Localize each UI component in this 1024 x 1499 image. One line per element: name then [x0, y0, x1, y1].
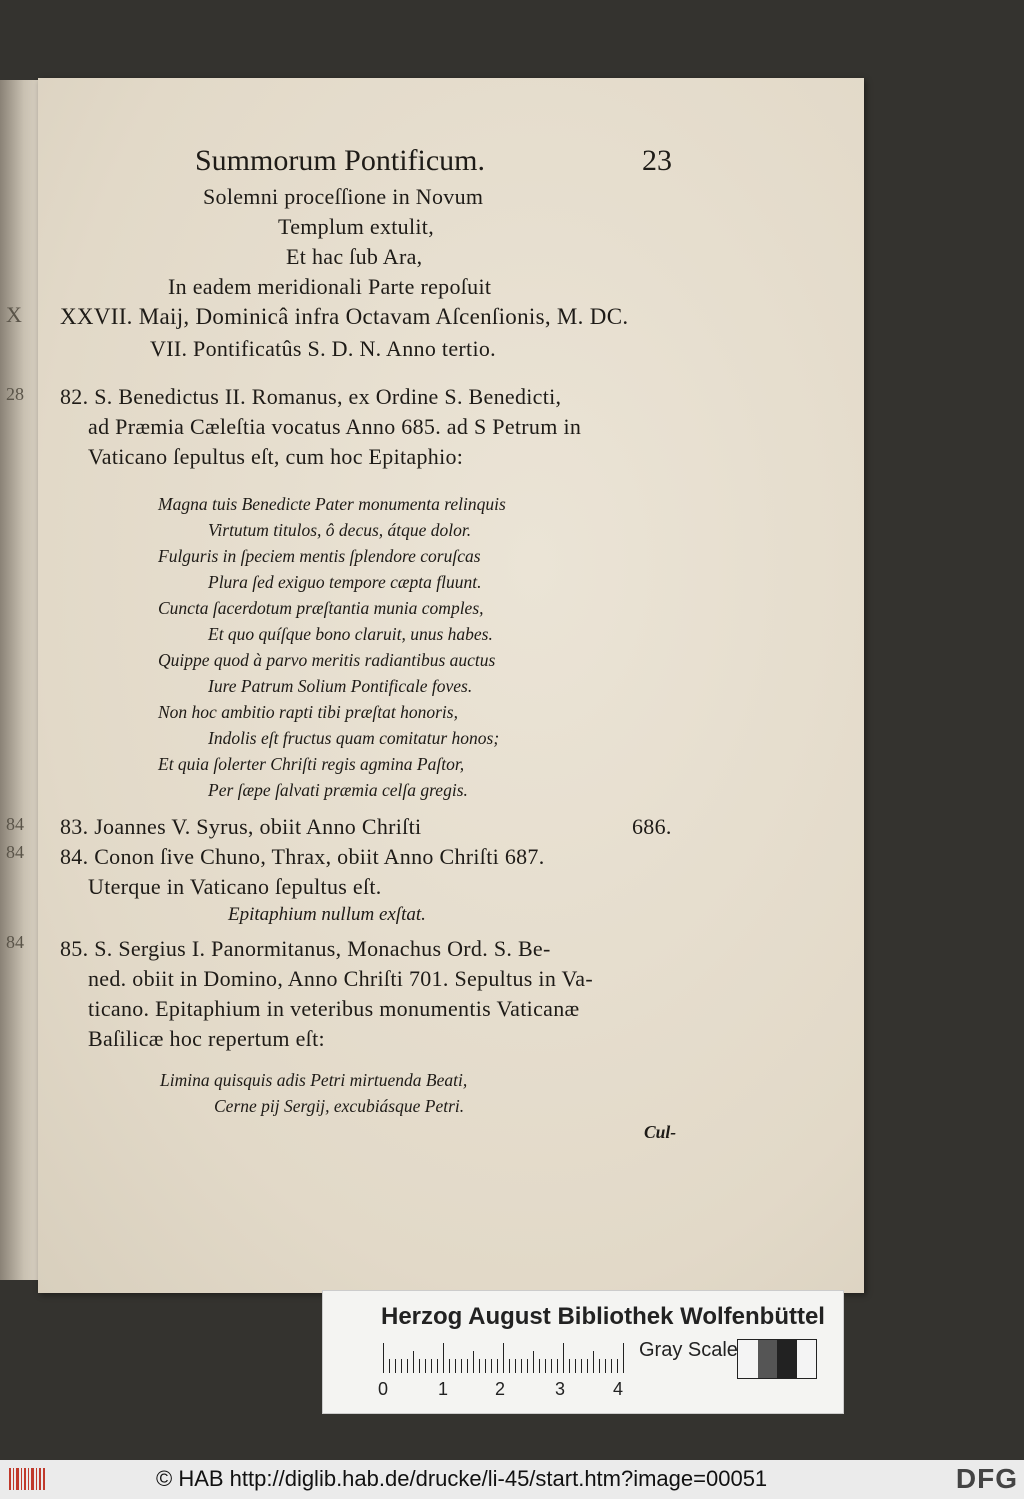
ruler-tick: [425, 1359, 426, 1373]
entry-84-line: Uterque in Vaticano ſepultus eſt.: [88, 874, 382, 899]
no-epitaph-note: Epitaphium nullum exſtat.: [228, 904, 426, 925]
margin-mark: 84: [6, 932, 24, 952]
ruler-tick: [443, 1343, 444, 1373]
gray-swatch: [758, 1340, 778, 1378]
epitaph-line: Cerne pij Sergij, excubiásque Petri.: [214, 1096, 465, 1116]
ruler-tick: [539, 1359, 540, 1373]
ruler-tick: [407, 1359, 408, 1373]
ruler-tick: [401, 1359, 402, 1373]
entry-85-line: Baſilicæ hoc repertum eſt:: [88, 1026, 325, 1051]
color-reference-card: [322, 1290, 844, 1414]
epitaph-line: Magna tuis Benedicte Pater monumenta relinquis: [158, 494, 506, 514]
gray-scale-swatches: [737, 1339, 817, 1379]
ruler-tick: [413, 1351, 414, 1373]
epitaph-line: Plura ſed exiguo tempore cæpta fluunt.: [208, 572, 482, 592]
ruler-tick: [575, 1359, 576, 1373]
epitaph-line: Cuncta ſacerdotum præſtantia munia comples,: [158, 598, 484, 618]
ruler-tick: [479, 1359, 480, 1373]
margin-mark: 84: [6, 814, 24, 834]
entry-85-line: ticano. Epitaphium in veteribus monumentis Vaticanæ: [88, 996, 580, 1021]
epitaph-line: Et quo quíſque bono claruit, unus habes.: [208, 624, 493, 644]
ruler-tick: [587, 1359, 588, 1373]
page-number: 23: [642, 144, 672, 177]
entry-82-line: ad Præmia Cæleſtia vocatus Anno 685. ad S Petrum in: [88, 414, 582, 439]
gray-swatch: [777, 1340, 797, 1378]
ruler-tick: [515, 1359, 516, 1373]
ruler-tick: [395, 1359, 396, 1373]
footer-bar: [0, 1460, 1024, 1499]
ruler-tick: [605, 1359, 606, 1373]
footer-credit: © HAB http://diglib.hab.de/drucke/li-45/start.htm?image=00051: [156, 1466, 768, 1491]
opening-line: Et hac ſub Ara,: [286, 244, 423, 269]
ruler-tick: [569, 1359, 570, 1373]
ruler-tick: [617, 1359, 618, 1373]
opening-line: XXVII. Maij, Dominicâ infra Octavam Aſcenſionis, M. DC.: [60, 304, 629, 329]
ruler-label: 3: [555, 1379, 566, 1399]
ruler-tick: [419, 1359, 420, 1373]
ruler-tick: [527, 1359, 528, 1373]
epitaph-line: Fulguris in ſpeciem mentis ſplendore coruſcas: [158, 546, 481, 566]
ruler-tick: [593, 1351, 594, 1373]
ruler-tick: [467, 1359, 468, 1373]
ruler-tick: [497, 1359, 498, 1373]
ruler-tick: [563, 1343, 564, 1373]
opening-line: In eadem meridionali Parte repoſuit: [168, 274, 492, 299]
epitaph-line: Limina quisquis adis Petri mirtuenda Beati,: [160, 1070, 468, 1090]
ruler-tick: [599, 1359, 600, 1373]
entry-83-text: 83. Joannes V. Syrus, obiit Anno Chriſti: [60, 814, 422, 839]
epitaph-line: Iure Patrum Solium Pontificale foves.: [208, 676, 473, 696]
ruler-tick: [611, 1359, 612, 1373]
ruler-tick: [551, 1359, 552, 1373]
left-page-edge: [0, 80, 40, 1280]
ruler-label: 0: [378, 1379, 389, 1399]
barcode-icon: [8, 1466, 48, 1492]
opening-line: VII. Pontificatûs S. D. N. Anno tertio.: [150, 336, 496, 361]
ruler-tick: [449, 1359, 450, 1373]
opening-line: Solemni proceſſione in Novum: [203, 184, 484, 209]
gray-swatch: [797, 1340, 817, 1378]
entry-85-line: 85. S. Sergius I. Panormitanus, Monachus Ord. S. Be-: [60, 936, 551, 961]
ruler-tick: [461, 1359, 462, 1373]
entry-83-year: 686.: [632, 814, 672, 839]
ruler-label: 2: [495, 1379, 506, 1399]
ruler-tick: [503, 1343, 504, 1373]
entry-85-line: ned. obiit in Domino, Anno Chriſti 701. Sepultus in Va-: [88, 966, 593, 991]
ruler-tick: [581, 1359, 582, 1373]
ruler-tick: [473, 1351, 474, 1373]
epitaph-line: Et quia ſolerter Chriſti regis agmina Paſtor,: [158, 754, 465, 774]
ruler-tick: [383, 1343, 384, 1373]
gray-scale-label: Gray Scale: [639, 1339, 738, 1361]
ruler-tick: [431, 1359, 432, 1373]
ruler-tick: [491, 1359, 492, 1373]
dfg-logo: DFG: [955, 1463, 1018, 1494]
epitaph-line: Non hoc ambitio rapti tibi præſtat honoris,: [158, 702, 458, 722]
margin-mark: 84: [6, 842, 24, 862]
ruler-tick: [533, 1351, 534, 1373]
scale-ruler: [383, 1343, 623, 1373]
ruler-label: 4: [613, 1379, 624, 1399]
ruler-tick: [455, 1359, 456, 1373]
ruler-tick: [437, 1359, 438, 1373]
ruler-tick: [521, 1359, 522, 1373]
margin-mark: 28: [6, 384, 24, 404]
ruler-tick: [557, 1359, 558, 1373]
epitaph-line: Per ſæpe ſalvati præmia celſa gregis.: [208, 780, 468, 800]
ruler-tick: [623, 1343, 624, 1373]
ruler-tick: [389, 1359, 390, 1373]
epitaph-line: Quippe quod à parvo meritis radiantibus auctus: [158, 650, 496, 670]
entry-82-line: 82. S. Benedictus II. Romanus, ex Ordine S. Benedicti,: [60, 384, 562, 409]
entry-82-line: Vaticano ſepultus eſt, cum hoc Epitaphio:: [88, 444, 464, 469]
page-header-title: Summorum Pontificum.: [195, 144, 486, 177]
gray-swatch: [738, 1340, 758, 1378]
margin-mark: X: [6, 302, 22, 327]
epitaph-line: Virtutum titulos, ô decus, átque dolor.: [208, 520, 472, 540]
ruler-tick: [509, 1359, 510, 1373]
card-title: Herzog August Bibliothek Wolfenbüttel: [381, 1303, 825, 1330]
catchword: Cul-: [644, 1122, 677, 1142]
epitaph-line: Indolis eſt fructus quam comitatur honos;: [208, 728, 500, 748]
ruler-tick: [545, 1359, 546, 1373]
opening-line: Templum extulit,: [278, 214, 435, 239]
ruler-label: 1: [438, 1379, 449, 1399]
ruler-tick: [485, 1359, 486, 1373]
entry-84-line: 84. Conon ſive Chuno, Thrax, obiit Anno Chriſti 687.: [60, 844, 545, 869]
book-page: [38, 78, 864, 1293]
